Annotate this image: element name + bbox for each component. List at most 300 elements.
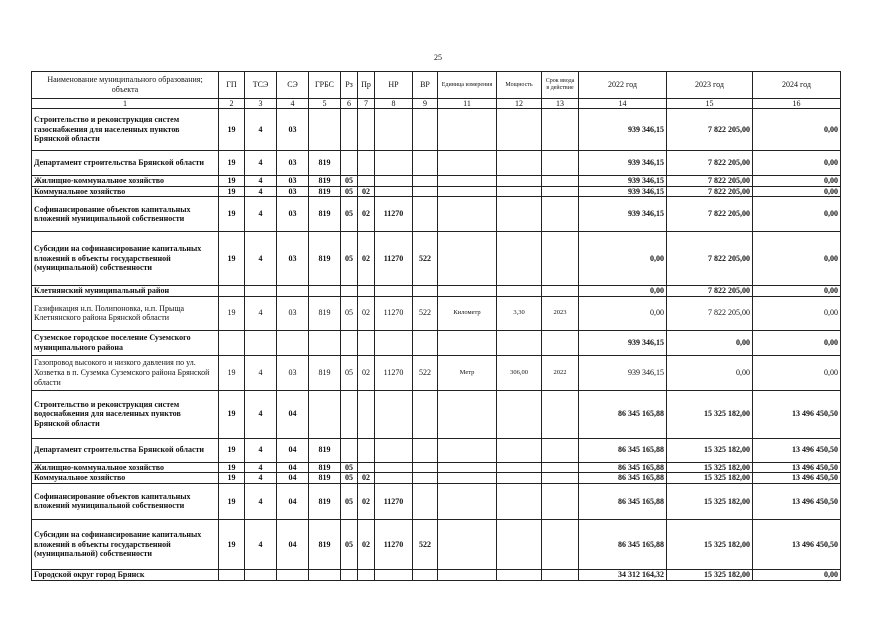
- commission-date-cell: 2023: [542, 296, 579, 330]
- amount-2024-cell: 0,00: [753, 296, 841, 330]
- header-year-2023: 2023 год: [667, 72, 753, 99]
- column-number: 3: [245, 99, 277, 109]
- capacity-cell: [497, 232, 542, 286]
- table-row: [32, 438, 841, 462]
- se-cell: 04: [277, 519, 309, 569]
- pr-cell: [358, 176, 375, 187]
- amount-2023-cell: 15 325 182,00: [667, 438, 753, 462]
- grbs-cell: 819: [309, 232, 341, 286]
- table-row: [32, 390, 841, 438]
- column-number-row: [32, 99, 841, 109]
- rz-cell: 05: [341, 473, 358, 484]
- header-year-2024: 2024 год: [753, 72, 841, 99]
- header-tse: ТСЭ: [245, 72, 277, 99]
- amount-2023-cell: 0,00: [667, 330, 753, 355]
- amount-2022-cell: 939 346,15: [579, 355, 667, 390]
- amount-2023-cell: 7 822 205,00: [667, 186, 753, 197]
- rz-cell: [341, 569, 358, 580]
- tse-cell: 4: [245, 355, 277, 390]
- tse-cell: 4: [245, 438, 277, 462]
- capacity-cell: [497, 438, 542, 462]
- tse-cell: 4: [245, 176, 277, 187]
- amount-2024-cell: 13 496 450,50: [753, 390, 841, 438]
- row-name: Софинансирование объектов капитальных вложений муниципальной собственности: [32, 483, 219, 519]
- header-pr: Пр: [358, 72, 375, 99]
- header-year-2022: 2022 год: [579, 72, 667, 99]
- unit-cell: Километр: [438, 296, 497, 330]
- amount-2024-cell: 0,00: [753, 151, 841, 176]
- vr-cell: [413, 390, 438, 438]
- unit-cell: Метр: [438, 355, 497, 390]
- pr-cell: 02: [358, 355, 375, 390]
- commission-date-cell: [542, 462, 579, 473]
- gp-cell: 19: [219, 483, 245, 519]
- rz-cell: 05: [341, 176, 358, 187]
- tse-cell: [245, 569, 277, 580]
- tse-cell: 4: [245, 519, 277, 569]
- commission-date-cell: [542, 186, 579, 197]
- header-commission-date: Срок ввода в действие: [542, 72, 579, 99]
- row-name: Субсидии на софинансирование капитальных вложений в объекты государственной (муниципальной) собственности: [32, 519, 219, 569]
- nr-cell: [375, 569, 413, 580]
- amount-2022-cell: 939 346,15: [579, 109, 667, 151]
- column-number: 2: [219, 99, 245, 109]
- gp-cell: [219, 330, 245, 355]
- tse-cell: 4: [245, 197, 277, 232]
- amount-2024-cell: 13 496 450,50: [753, 483, 841, 519]
- gp-cell: 19: [219, 296, 245, 330]
- tse-cell: [245, 286, 277, 297]
- rz-cell: 05: [341, 186, 358, 197]
- header-rz: Рз: [341, 72, 358, 99]
- vr-cell: [413, 197, 438, 232]
- capacity-cell: 3,30: [497, 296, 542, 330]
- vr-cell: [413, 462, 438, 473]
- se-cell: 03: [277, 186, 309, 197]
- gp-cell: 19: [219, 519, 245, 569]
- column-number: 8: [375, 99, 413, 109]
- vr-cell: [413, 176, 438, 187]
- page-number: 25: [434, 53, 442, 62]
- nr-cell: [375, 390, 413, 438]
- column-number: 5: [309, 99, 341, 109]
- row-name: Строительство и реконструкция систем газоснабжения для населенных пунктов Брянской области: [32, 109, 219, 151]
- rz-cell: [341, 151, 358, 176]
- rz-cell: [341, 330, 358, 355]
- commission-date-cell: [542, 569, 579, 580]
- amount-2024-cell: 0,00: [753, 286, 841, 297]
- row-name: Коммунальное хозяйство: [32, 473, 219, 484]
- row-name: Жилищно-коммунальное хозяйство: [32, 176, 219, 187]
- amount-2024-cell: 0,00: [753, 176, 841, 187]
- table-row: [32, 109, 841, 151]
- amount-2023-cell: 7 822 205,00: [667, 197, 753, 232]
- amount-2023-cell: 15 325 182,00: [667, 519, 753, 569]
- nr-cell: [375, 109, 413, 151]
- commission-date-cell: [542, 176, 579, 187]
- grbs-cell: 819: [309, 186, 341, 197]
- column-number: 14: [579, 99, 667, 109]
- se-cell: [277, 330, 309, 355]
- amount-2024-cell: 0,00: [753, 109, 841, 151]
- commission-date-cell: [542, 151, 579, 176]
- amount-2023-cell: 7 822 205,00: [667, 176, 753, 187]
- capacity-cell: [497, 186, 542, 197]
- header-vr: ВР: [413, 72, 438, 99]
- grbs-cell: [309, 109, 341, 151]
- se-cell: 04: [277, 390, 309, 438]
- se-cell: 03: [277, 355, 309, 390]
- pr-cell: 02: [358, 519, 375, 569]
- amount-2022-cell: 0,00: [579, 232, 667, 286]
- grbs-cell: 819: [309, 176, 341, 187]
- rz-cell: 05: [341, 232, 358, 286]
- rz-cell: 05: [341, 519, 358, 569]
- row-name: Департамент строительства Брянской области: [32, 151, 219, 176]
- row-name: Софинансирование объектов капитальных вложений муниципальной собственности: [32, 197, 219, 232]
- nr-cell: [375, 176, 413, 187]
- rz-cell: [341, 438, 358, 462]
- budget-table: [31, 71, 841, 581]
- table-row: [32, 355, 841, 390]
- gp-cell: 19: [219, 462, 245, 473]
- amount-2022-cell: 86 345 165,88: [579, 462, 667, 473]
- table-row: [32, 519, 841, 569]
- nr-cell: [375, 330, 413, 355]
- header-capacity: Мощность: [497, 72, 542, 99]
- vr-cell: 522: [413, 355, 438, 390]
- commission-date-cell: [542, 109, 579, 151]
- column-number: 16: [753, 99, 841, 109]
- pr-cell: 02: [358, 197, 375, 232]
- nr-cell: [375, 473, 413, 484]
- pr-cell: 02: [358, 483, 375, 519]
- column-number: 1: [32, 99, 219, 109]
- amount-2024-cell: 0,00: [753, 186, 841, 197]
- amount-2024-cell: 0,00: [753, 569, 841, 580]
- amount-2022-cell: 939 346,15: [579, 330, 667, 355]
- capacity-cell: [497, 330, 542, 355]
- capacity-cell: [497, 473, 542, 484]
- gp-cell: 19: [219, 151, 245, 176]
- table-row: [32, 569, 841, 580]
- table-row: [32, 197, 841, 232]
- commission-date-cell: [542, 438, 579, 462]
- pr-cell: 02: [358, 186, 375, 197]
- vr-cell: 522: [413, 296, 438, 330]
- amount-2024-cell: 0,00: [753, 197, 841, 232]
- amount-2022-cell: 0,00: [579, 296, 667, 330]
- commission-date-cell: [542, 519, 579, 569]
- unit-cell: [438, 473, 497, 484]
- rz-cell: [341, 109, 358, 151]
- grbs-cell: 819: [309, 473, 341, 484]
- grbs-cell: 819: [309, 519, 341, 569]
- nr-cell: 11270: [375, 232, 413, 286]
- vr-cell: [413, 438, 438, 462]
- column-number: 13: [542, 99, 579, 109]
- pr-cell: 02: [358, 473, 375, 484]
- se-cell: 03: [277, 176, 309, 187]
- table-body: [32, 109, 841, 581]
- gp-cell: 19: [219, 186, 245, 197]
- commission-date-cell: [542, 197, 579, 232]
- tse-cell: 4: [245, 151, 277, 176]
- row-name: Департамент строительства Брянской области: [32, 438, 219, 462]
- vr-cell: 522: [413, 232, 438, 286]
- amount-2022-cell: 939 346,15: [579, 151, 667, 176]
- pr-cell: [358, 109, 375, 151]
- column-number: 9: [413, 99, 438, 109]
- tse-cell: 4: [245, 186, 277, 197]
- unit-cell: [438, 390, 497, 438]
- gp-cell: 19: [219, 109, 245, 151]
- grbs-cell: 819: [309, 197, 341, 232]
- gp-cell: 19: [219, 232, 245, 286]
- amount-2022-cell: 939 346,15: [579, 197, 667, 232]
- tse-cell: 4: [245, 390, 277, 438]
- rz-cell: 05: [341, 296, 358, 330]
- rz-cell: 05: [341, 462, 358, 473]
- pr-cell: [358, 286, 375, 297]
- capacity-cell: [497, 519, 542, 569]
- gp-cell: [219, 286, 245, 297]
- amount-2024-cell: 13 496 450,50: [753, 473, 841, 484]
- capacity-cell: [497, 462, 542, 473]
- amount-2024-cell: 0,00: [753, 355, 841, 390]
- rz-cell: 05: [341, 483, 358, 519]
- commission-date-cell: [542, 330, 579, 355]
- column-number: 4: [277, 99, 309, 109]
- amount-2023-cell: 15 325 182,00: [667, 462, 753, 473]
- capacity-cell: [497, 286, 542, 297]
- amount-2022-cell: 86 345 165,88: [579, 438, 667, 462]
- grbs-cell: [309, 569, 341, 580]
- row-name: Газификация н.п. Полипоновка, н.п. Прыща Клетнянского района Брянской области: [32, 296, 219, 330]
- amount-2023-cell: 15 325 182,00: [667, 473, 753, 484]
- se-cell: 04: [277, 462, 309, 473]
- tse-cell: 4: [245, 232, 277, 286]
- amount-2022-cell: 86 345 165,88: [579, 390, 667, 438]
- grbs-cell: 819: [309, 355, 341, 390]
- se-cell: 04: [277, 438, 309, 462]
- grbs-cell: 819: [309, 462, 341, 473]
- tse-cell: [245, 330, 277, 355]
- table-row: [32, 462, 841, 473]
- se-cell: 03: [277, 151, 309, 176]
- gp-cell: [219, 569, 245, 580]
- tse-cell: 4: [245, 109, 277, 151]
- pr-cell: [358, 569, 375, 580]
- column-number: 15: [667, 99, 753, 109]
- column-number: 6: [341, 99, 358, 109]
- capacity-cell: [497, 390, 542, 438]
- row-name: Строительство и реконструкция систем водоснабжения для населенных пунктов Брянской области: [32, 390, 219, 438]
- grbs-cell: 819: [309, 438, 341, 462]
- pr-cell: 02: [358, 232, 375, 286]
- nr-cell: 11270: [375, 296, 413, 330]
- gp-cell: 19: [219, 438, 245, 462]
- amount-2023-cell: 7 822 205,00: [667, 232, 753, 286]
- grbs-cell: [309, 286, 341, 297]
- capacity-cell: [497, 176, 542, 187]
- unit-cell: [438, 519, 497, 569]
- nr-cell: 11270: [375, 197, 413, 232]
- nr-cell: [375, 438, 413, 462]
- header-unit: Единица измерения: [438, 72, 497, 99]
- column-number: 11: [438, 99, 497, 109]
- row-name: Городской округ город Брянск: [32, 569, 219, 580]
- pr-cell: [358, 462, 375, 473]
- unit-cell: [438, 232, 497, 286]
- grbs-cell: 819: [309, 296, 341, 330]
- rz-cell: 05: [341, 355, 358, 390]
- amount-2023-cell: 15 325 182,00: [667, 569, 753, 580]
- unit-cell: [438, 438, 497, 462]
- row-name: Клетнянский муниципальный район: [32, 286, 219, 297]
- se-cell: 04: [277, 483, 309, 519]
- se-cell: 03: [277, 197, 309, 232]
- table-row: [32, 286, 841, 297]
- rz-cell: [341, 390, 358, 438]
- amount-2024-cell: 13 496 450,50: [753, 519, 841, 569]
- row-name: Субсидии на софинансирование капитальных вложений в объекты государственной (муниципальной) собственности: [32, 232, 219, 286]
- se-cell: [277, 286, 309, 297]
- nr-cell: [375, 186, 413, 197]
- unit-cell: [438, 176, 497, 187]
- gp-cell: 19: [219, 390, 245, 438]
- capacity-cell: [497, 483, 542, 519]
- unit-cell: [438, 197, 497, 232]
- se-cell: 03: [277, 232, 309, 286]
- table-row: [32, 176, 841, 187]
- table-row: [32, 186, 841, 197]
- rz-cell: [341, 286, 358, 297]
- amount-2022-cell: 939 346,15: [579, 176, 667, 187]
- amount-2023-cell: 0,00: [667, 355, 753, 390]
- header-gp: ГП: [219, 72, 245, 99]
- nr-cell: 11270: [375, 519, 413, 569]
- gp-cell: 19: [219, 197, 245, 232]
- capacity-cell: [497, 569, 542, 580]
- tse-cell: 4: [245, 296, 277, 330]
- vr-cell: 522: [413, 519, 438, 569]
- se-cell: [277, 569, 309, 580]
- unit-cell: [438, 286, 497, 297]
- unit-cell: [438, 151, 497, 176]
- gp-cell: 19: [219, 355, 245, 390]
- vr-cell: [413, 151, 438, 176]
- row-name: Суземское городское поселение Суземского муниципального района: [32, 330, 219, 355]
- amount-2022-cell: 0,00: [579, 286, 667, 297]
- table-row: [32, 330, 841, 355]
- amount-2023-cell: 15 325 182,00: [667, 483, 753, 519]
- amount-2024-cell: 0,00: [753, 232, 841, 286]
- amount-2024-cell: 13 496 450,50: [753, 462, 841, 473]
- unit-cell: [438, 109, 497, 151]
- grbs-cell: 819: [309, 151, 341, 176]
- pr-cell: [358, 151, 375, 176]
- amount-2022-cell: 86 345 165,88: [579, 519, 667, 569]
- vr-cell: [413, 330, 438, 355]
- amount-2023-cell: 7 822 205,00: [667, 296, 753, 330]
- amount-2024-cell: 0,00: [753, 330, 841, 355]
- amount-2023-cell: 7 822 205,00: [667, 151, 753, 176]
- tse-cell: 4: [245, 483, 277, 519]
- se-cell: 04: [277, 473, 309, 484]
- table-row: [32, 473, 841, 484]
- unit-cell: [438, 330, 497, 355]
- amount-2022-cell: 34 312 164,32: [579, 569, 667, 580]
- amount-2022-cell: 939 346,15: [579, 186, 667, 197]
- nr-cell: 11270: [375, 355, 413, 390]
- tse-cell: 4: [245, 473, 277, 484]
- table-row: [32, 232, 841, 286]
- table-row: [32, 151, 841, 176]
- nr-cell: 11270: [375, 483, 413, 519]
- row-name: Жилищно-коммунальное хозяйство: [32, 462, 219, 473]
- commission-date-cell: [542, 286, 579, 297]
- amount-2022-cell: 86 345 165,88: [579, 483, 667, 519]
- rz-cell: 05: [341, 197, 358, 232]
- amount-2024-cell: 13 496 450,50: [753, 438, 841, 462]
- commission-date-cell: [542, 473, 579, 484]
- commission-date-cell: [542, 483, 579, 519]
- pr-cell: [358, 330, 375, 355]
- capacity-cell: [497, 109, 542, 151]
- header-grbs: ГРБС: [309, 72, 341, 99]
- vr-cell: [413, 473, 438, 484]
- capacity-cell: 306,00: [497, 355, 542, 390]
- column-number: 12: [497, 99, 542, 109]
- grbs-cell: [309, 390, 341, 438]
- header-se: СЭ: [277, 72, 309, 99]
- pr-cell: 02: [358, 296, 375, 330]
- amount-2022-cell: 86 345 165,88: [579, 473, 667, 484]
- commission-date-cell: 2022: [542, 355, 579, 390]
- nr-cell: [375, 462, 413, 473]
- unit-cell: [438, 569, 497, 580]
- se-cell: 03: [277, 296, 309, 330]
- grbs-cell: 819: [309, 483, 341, 519]
- nr-cell: [375, 151, 413, 176]
- gp-cell: 19: [219, 176, 245, 187]
- header-nr: НР: [375, 72, 413, 99]
- grbs-cell: [309, 330, 341, 355]
- capacity-cell: [497, 197, 542, 232]
- header-row: [32, 72, 841, 99]
- vr-cell: [413, 286, 438, 297]
- table-row: [32, 483, 841, 519]
- vr-cell: [413, 186, 438, 197]
- pr-cell: [358, 438, 375, 462]
- se-cell: 03: [277, 109, 309, 151]
- row-name: Коммунальное хозяйство: [32, 186, 219, 197]
- vr-cell: [413, 569, 438, 580]
- pr-cell: [358, 390, 375, 438]
- amount-2023-cell: 7 822 205,00: [667, 286, 753, 297]
- unit-cell: [438, 186, 497, 197]
- capacity-cell: [497, 151, 542, 176]
- column-number: 7: [358, 99, 375, 109]
- tse-cell: 4: [245, 462, 277, 473]
- nr-cell: [375, 286, 413, 297]
- header-name: Наименование муниципального образования; объекта: [32, 72, 219, 99]
- unit-cell: [438, 462, 497, 473]
- vr-cell: [413, 483, 438, 519]
- gp-cell: 19: [219, 473, 245, 484]
- unit-cell: [438, 483, 497, 519]
